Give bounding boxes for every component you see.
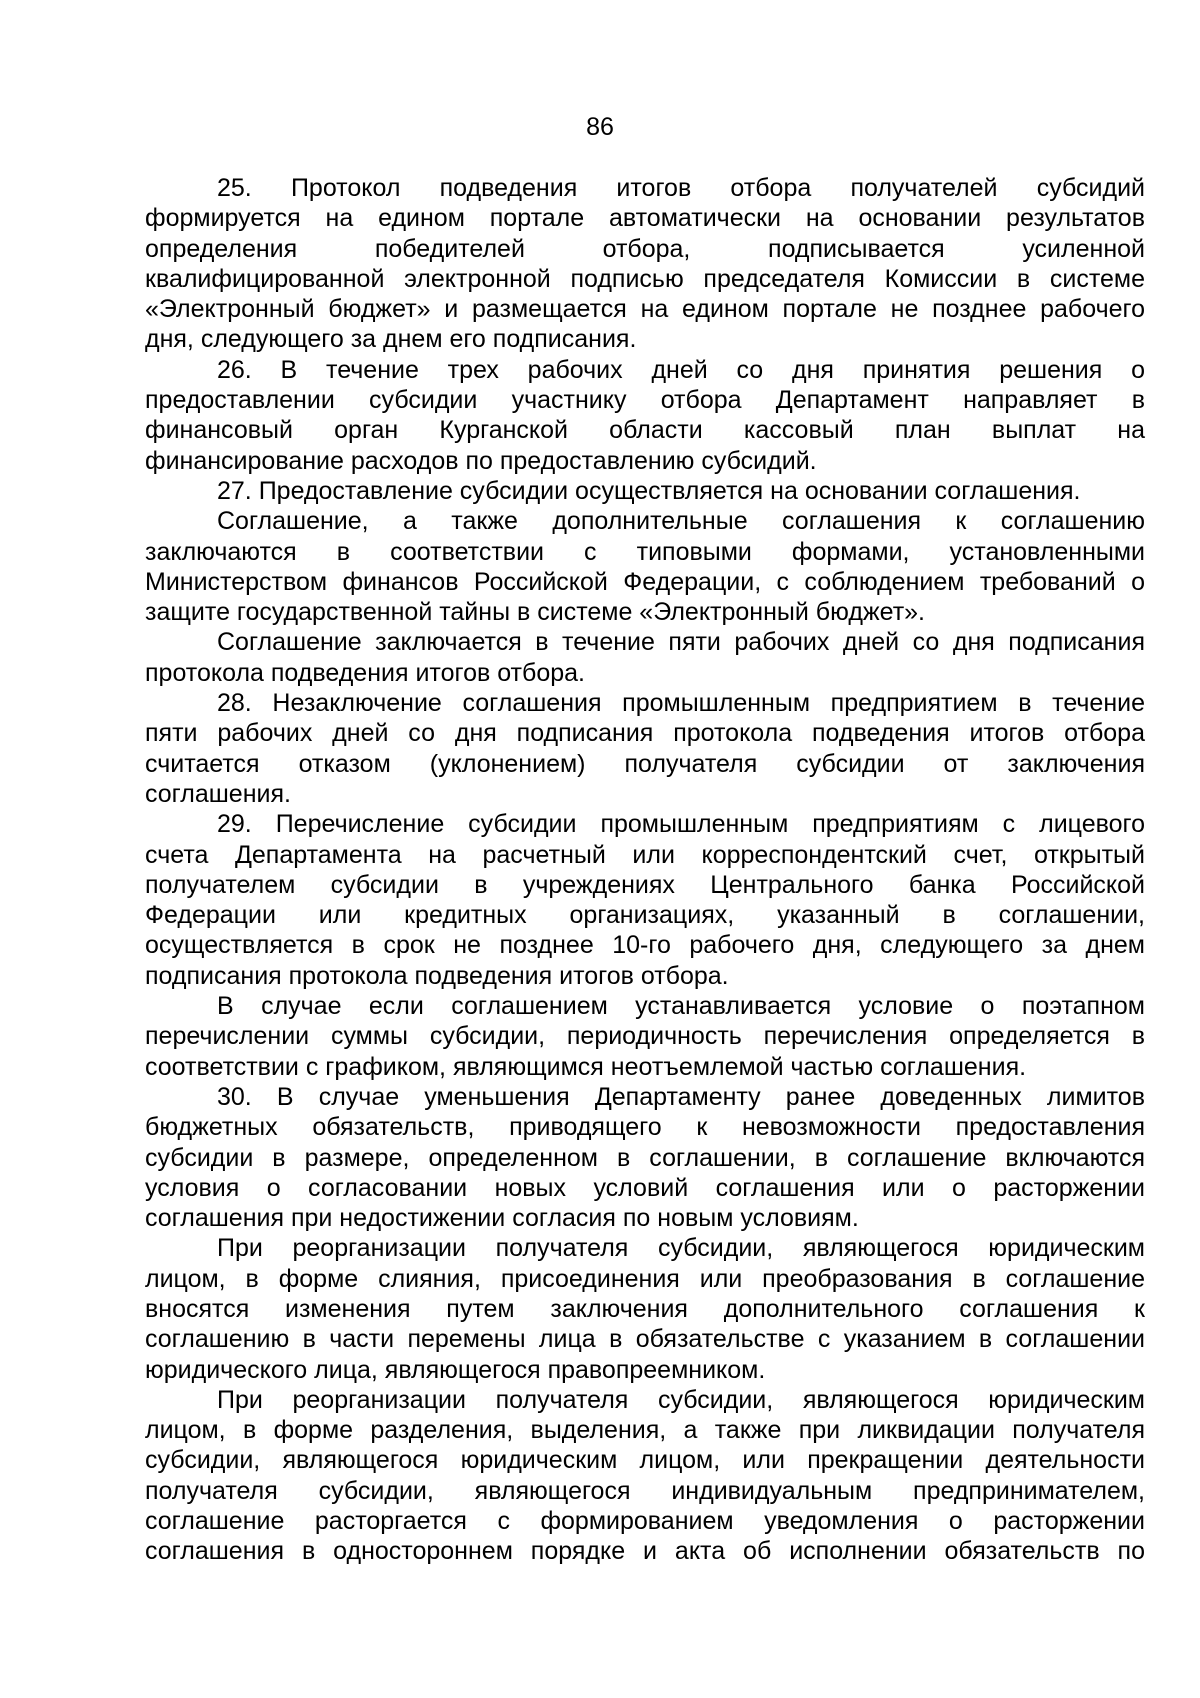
text-line: бюджетных обязательств, приводящего к невозможности предоставления xyxy=(145,1113,1145,1142)
text-line: защите государственной тайны в системе «Электронный бюджет». xyxy=(145,598,926,627)
text-line: заключаются в соответствии с типовыми формами, установленными xyxy=(145,537,1145,566)
paragraph xyxy=(145,688,1145,809)
text-line: перечислении суммы субсидии, периодичность перечисления определяется в xyxy=(145,1022,1145,1051)
text-line: Федерации или кредитных организациях, указанный в соглашении, xyxy=(145,901,1145,930)
text-line: соглашению в части перемены лица в обязательстве с указанием в соглашении xyxy=(145,1325,1145,1354)
text-line: 26. В течение трех рабочих дней со дня принятия решения о xyxy=(217,355,1145,384)
paragraph xyxy=(145,355,1145,476)
text-line: соглашения при недостижении согласия по новым условиям. xyxy=(145,1204,859,1233)
text-line: «Электронный бюджет» и размещается на едином портале не позднее рабочего xyxy=(145,295,1145,324)
text-line: субсидии в размере, определенном в соглашении, в соглашение включаются xyxy=(145,1143,1145,1172)
text-line: При реорганизации получателя субсидии, являющегося юридическим xyxy=(217,1385,1145,1414)
text-line: 27. Предоставление субсидии осуществляется на основании соглашения. xyxy=(217,476,1081,505)
document-body xyxy=(145,173,1145,1567)
paragraph xyxy=(145,809,1145,991)
text-line: Министерством финансов Российской Федерации, с соблюдением требований о xyxy=(145,567,1145,596)
paragraph xyxy=(145,1082,1145,1233)
text-line: вносятся изменения путем заключения дополнительного соглашения к xyxy=(145,1294,1145,1323)
text-line: лицом, в форме слияния, присоединения или преобразования в соглашение xyxy=(145,1264,1145,1293)
text-line: соглашения. xyxy=(145,779,291,808)
text-line: финансирование расходов по предоставлению субсидий. xyxy=(145,446,817,475)
text-line: субсидии, являющегося юридическим лицом, или прекращении деятельности xyxy=(145,1446,1145,1475)
text-line: формируется на едином портале автоматически на основании результатов xyxy=(145,204,1145,233)
text-line: 30. В случае уменьшения Департаменту ранее доведенных лимитов xyxy=(217,1082,1145,1111)
text-line: соответствии с графиком, являющимся неотъемлемой частью соглашения. xyxy=(145,1052,1027,1081)
text-line: определения победителей отбора, подписывается усиленной xyxy=(145,234,1145,263)
text-line: соглашения в одностороннем порядке и акта об исполнении обязательств по xyxy=(145,1537,1145,1566)
paragraph xyxy=(145,627,1145,688)
text-line: В случае если соглашением устанавливается условие о поэтапном xyxy=(217,992,1145,1021)
paragraph xyxy=(145,173,1145,355)
text-line: 28. Незаключение соглашения промышленным предприятием в течение xyxy=(217,689,1145,718)
text-line: получателем субсидии в учреждениях Центрального банка Российской xyxy=(145,870,1145,899)
text-line: осуществляется в срок не позднее 10-го рабочего дня, следующего за днем xyxy=(145,931,1145,960)
text-line: счета Департамента на расчетный или корреспондентский счет, открытый xyxy=(145,840,1145,869)
text-line: Соглашение, а также дополнительные соглашения к соглашению xyxy=(217,507,1145,536)
text-line: Соглашение заключается в течение пяти рабочих дней со дня подписания xyxy=(217,628,1145,657)
text-line: подписания протокола подведения итогов отбора. xyxy=(145,961,729,990)
text-line: условия о согласовании новых условий соглашения или о расторжении xyxy=(145,1173,1145,1202)
text-line: лицом, в форме разделения, выделения, а также при ликвидации получателя xyxy=(145,1416,1145,1445)
text-line: квалифицированной электронной подписью председателя Комиссии в системе xyxy=(145,264,1145,293)
paragraph xyxy=(145,1385,1145,1567)
text-line: 25. Протокол подведения итогов отбора получателей субсидий xyxy=(217,174,1145,202)
text-line: считается отказом (уклонением) получателя субсидии от заключения xyxy=(145,749,1145,778)
text-line: 29. Перечисление субсидии промышленным предприятиям с лицевого xyxy=(217,810,1145,839)
paragraph xyxy=(145,991,1145,1082)
text-line: пяти рабочих дней со дня подписания протокола подведения итогов отбора xyxy=(145,719,1145,748)
text-line: финансовый орган Курганской области кассовый план выплат на xyxy=(145,416,1145,445)
paragraph xyxy=(145,1233,1145,1384)
text-line: предоставлении субсидии участнику отбора Департамент направляет в xyxy=(145,386,1145,415)
text-line: соглашение расторгается с формированием уведомления о расторжении xyxy=(145,1507,1145,1536)
paragraph xyxy=(145,506,1145,627)
text-line: протокола подведения итогов отбора. xyxy=(145,658,585,687)
text-line: юридического лица, являющегося правопреемником. xyxy=(145,1355,766,1384)
text-line: При реорганизации получателя субсидии, являющегося юридическим xyxy=(217,1234,1145,1263)
text-line: получателя субсидии, являющегося индивидуальным предпринимателем, xyxy=(145,1476,1145,1505)
paragraph xyxy=(145,476,1145,506)
text-line: дня, следующего за днем его подписания. xyxy=(145,325,637,354)
page-number: 86 xyxy=(586,113,614,141)
